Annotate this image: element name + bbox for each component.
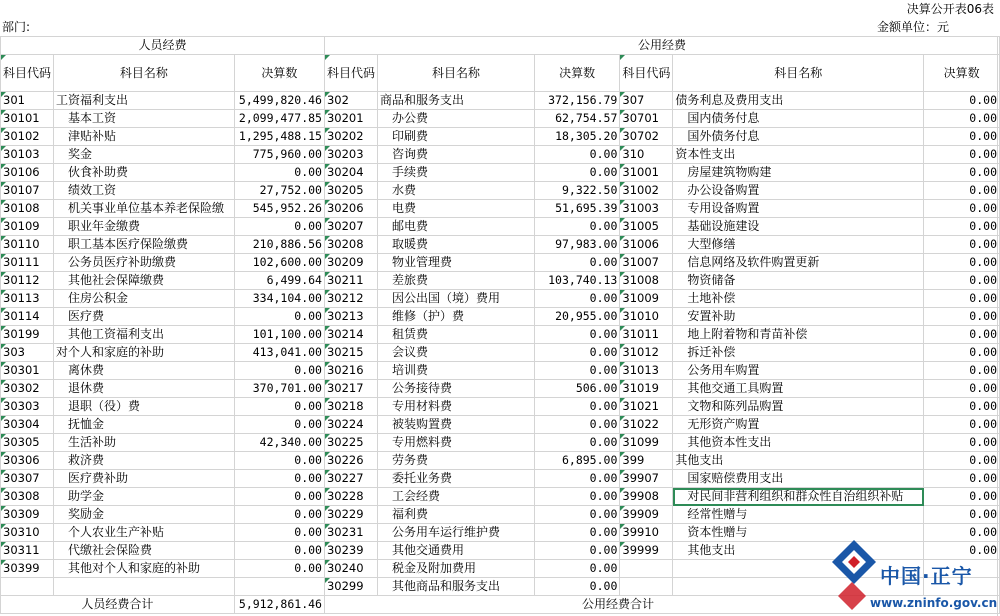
cell-code[interactable]: 30106 bbox=[1, 164, 54, 182]
cell-amount[interactable]: 0.00 bbox=[534, 146, 619, 164]
cell-name[interactable]: 拆迁补偿 bbox=[673, 344, 924, 362]
public-total-label[interactable]: 公用经费合计 bbox=[324, 596, 999, 614]
cell-amount[interactable]: 0.00 bbox=[534, 542, 619, 560]
cell-name[interactable]: 津贴补贴 bbox=[54, 128, 235, 146]
cell-name[interactable]: 国家赔偿费用支出 bbox=[673, 470, 924, 488]
cell-amount[interactable]: 62,754.57 bbox=[534, 110, 619, 128]
cell-code[interactable]: 307 bbox=[620, 92, 673, 110]
cell-code[interactable]: 30304 bbox=[1, 416, 54, 434]
cell-code[interactable]: 31009 bbox=[620, 290, 673, 308]
cell-amount[interactable]: 102,600.00 bbox=[234, 254, 324, 272]
cell-code[interactable]: 31001 bbox=[620, 164, 673, 182]
cell-name[interactable]: 抚恤金 bbox=[54, 416, 235, 434]
cell-name[interactable]: 取暖费 bbox=[378, 236, 535, 254]
cell-amount[interactable]: 0.00 bbox=[534, 488, 619, 506]
cell-amount[interactable]: 0.00 bbox=[924, 272, 1000, 290]
table-row bbox=[1, 254, 1000, 272]
cell-amount[interactable]: 0.00 bbox=[924, 362, 1000, 380]
cell-code[interactable] bbox=[1, 578, 54, 596]
cell-code[interactable]: 30218 bbox=[324, 398, 377, 416]
cell-amount[interactable]: 0.00 bbox=[234, 164, 324, 182]
group-header-row bbox=[1, 37, 1000, 55]
cell-code[interactable]: 30216 bbox=[324, 362, 377, 380]
cell-amount[interactable]: 0.00 bbox=[924, 128, 1000, 146]
cell-amount[interactable]: 0.00 bbox=[234, 362, 324, 380]
cell-code[interactable]: 31005 bbox=[620, 218, 673, 236]
group-public[interactable]: 公用经费 bbox=[324, 37, 999, 55]
cell-code[interactable]: 30213 bbox=[324, 308, 377, 326]
cell-code[interactable]: 30211 bbox=[324, 272, 377, 290]
cell-name[interactable]: 专用设备购置 bbox=[673, 200, 924, 218]
cell-amount[interactable]: 2,099,477.85 bbox=[234, 110, 324, 128]
cell-code[interactable]: 302 bbox=[324, 92, 377, 110]
cell-name[interactable]: 商品和服务支出 bbox=[378, 92, 535, 110]
cell-amount[interactable]: 0.00 bbox=[534, 398, 619, 416]
cell-name[interactable]: 办公设备购置 bbox=[673, 182, 924, 200]
cell-code[interactable]: 31022 bbox=[620, 416, 673, 434]
cell-amount[interactable]: 775,960.00 bbox=[234, 146, 324, 164]
cell-amount[interactable]: 0.00 bbox=[234, 560, 324, 578]
cell-code[interactable]: 30701 bbox=[620, 110, 673, 128]
cell-name[interactable]: 信息网络及软件购置更新 bbox=[673, 254, 924, 272]
cell-amount[interactable]: 0.00 bbox=[924, 290, 1000, 308]
watermark-url: www.zninfo.gov.cn bbox=[870, 596, 998, 610]
cell-code[interactable]: 30225 bbox=[324, 434, 377, 452]
cell-name[interactable]: 代缴社会保险费 bbox=[54, 542, 235, 560]
cell-amount[interactable]: 6,895.00 bbox=[534, 452, 619, 470]
cell-code[interactable]: 30107 bbox=[1, 182, 54, 200]
cell-amount[interactable]: 0.00 bbox=[924, 200, 1000, 218]
cell-name[interactable]: 退职（役）费 bbox=[54, 398, 235, 416]
cell-name[interactable]: 其他交通费用 bbox=[378, 542, 535, 560]
cell-code[interactable]: 31006 bbox=[620, 236, 673, 254]
cell-name[interactable]: 手续费 bbox=[378, 164, 535, 182]
cell-name[interactable]: 培训费 bbox=[378, 362, 535, 380]
cell-name[interactable]: 地上附着物和青苗补偿 bbox=[673, 326, 924, 344]
cell-amount[interactable]: 0.00 bbox=[534, 506, 619, 524]
cell-name[interactable]: 对民间非营利组织和群众性自治组织补贴 bbox=[673, 488, 924, 506]
col-name-1[interactable]: 科目名称 bbox=[54, 55, 235, 92]
cell-name[interactable]: 机关事业单位基本养老保险缴 bbox=[54, 200, 235, 218]
cell-amount[interactable]: 0.00 bbox=[234, 470, 324, 488]
cell-name[interactable]: 医疗费补助 bbox=[54, 470, 235, 488]
table-row bbox=[1, 164, 1000, 182]
cell-code[interactable]: 30203 bbox=[324, 146, 377, 164]
cell-name[interactable]: 水费 bbox=[378, 182, 535, 200]
cell-amount[interactable]: 0.00 bbox=[924, 308, 1000, 326]
cell-code[interactable]: 30108 bbox=[1, 200, 54, 218]
col-name-2[interactable]: 科目名称 bbox=[378, 55, 535, 92]
grid-edge bbox=[997, 36, 998, 616]
cell-name[interactable]: 文物和陈列品购置 bbox=[673, 398, 924, 416]
table-row bbox=[1, 110, 1000, 128]
department-label: 部门: bbox=[2, 20, 31, 34]
cell-code[interactable]: 303 bbox=[1, 344, 54, 362]
cell-name[interactable]: 国内债务付息 bbox=[673, 110, 924, 128]
table-row bbox=[1, 308, 1000, 326]
cell-code[interactable]: 30199 bbox=[1, 326, 54, 344]
cell-amount[interactable]: 334,104.00 bbox=[234, 290, 324, 308]
cell-name[interactable]: 奖励金 bbox=[54, 506, 235, 524]
cell-code[interactable]: 30308 bbox=[1, 488, 54, 506]
cell-name[interactable]: 会议费 bbox=[378, 344, 535, 362]
cell-code[interactable]: 30113 bbox=[1, 290, 54, 308]
table-number: 决算公开表06表 bbox=[906, 2, 994, 16]
cell-code[interactable]: 30227 bbox=[324, 470, 377, 488]
cell-name[interactable]: 公务员医疗补助缴费 bbox=[54, 254, 235, 272]
cell-amount[interactable]: 0.00 bbox=[534, 164, 619, 182]
cell-name[interactable]: 公务用车运行维护费 bbox=[378, 524, 535, 542]
cell-name[interactable]: 咨询费 bbox=[378, 146, 535, 164]
cell-amount[interactable]: 97,983.00 bbox=[534, 236, 619, 254]
cell-code[interactable]: 39999 bbox=[620, 542, 673, 560]
cell-code[interactable]: 31012 bbox=[620, 344, 673, 362]
cell-code[interactable]: 39909 bbox=[620, 506, 673, 524]
cell-code[interactable]: 30306 bbox=[1, 452, 54, 470]
cell-name[interactable]: 资本性支出 bbox=[673, 146, 924, 164]
table-row bbox=[1, 488, 1000, 506]
cell-name[interactable]: 福利费 bbox=[378, 506, 535, 524]
cell-amount[interactable]: 0.00 bbox=[924, 182, 1000, 200]
cell-name[interactable]: 伙食补助费 bbox=[54, 164, 235, 182]
personnel-total-amount[interactable]: 5,912,861.46 bbox=[234, 596, 324, 614]
column-header-row bbox=[1, 55, 1000, 92]
cell-code[interactable]: 31007 bbox=[620, 254, 673, 272]
cell-amount[interactable]: 0.00 bbox=[924, 146, 1000, 164]
cell-amount[interactable]: 0.00 bbox=[924, 218, 1000, 236]
cell-code[interactable]: 39908 bbox=[620, 488, 673, 506]
cell-name[interactable]: 公务接待费 bbox=[378, 380, 535, 398]
cell-code[interactable]: 30102 bbox=[1, 128, 54, 146]
col-code-2[interactable]: 科目代码 bbox=[324, 55, 377, 92]
cell-code[interactable]: 30305 bbox=[1, 434, 54, 452]
cell-amount[interactable]: 0.00 bbox=[924, 398, 1000, 416]
cell-amount[interactable]: 0.00 bbox=[234, 416, 324, 434]
cell-name[interactable]: 物资储备 bbox=[673, 272, 924, 290]
cell-name[interactable]: 基本工资 bbox=[54, 110, 235, 128]
cell-code[interactable]: 30101 bbox=[1, 110, 54, 128]
table-row bbox=[1, 398, 1000, 416]
table-row bbox=[1, 200, 1000, 218]
cell-code[interactable]: 301 bbox=[1, 92, 54, 110]
cell-name[interactable]: 其他交通工具购置 bbox=[673, 380, 924, 398]
cell-code[interactable]: 30215 bbox=[324, 344, 377, 362]
cell-code[interactable]: 30311 bbox=[1, 542, 54, 560]
cell-code[interactable]: 30112 bbox=[1, 272, 54, 290]
cell-amount[interactable]: 0.00 bbox=[534, 290, 619, 308]
cell-code[interactable] bbox=[620, 578, 673, 596]
cell-name[interactable]: 工会经费 bbox=[378, 488, 535, 506]
cell-amount[interactable]: 0.00 bbox=[924, 506, 1000, 524]
cell-code[interactable]: 30202 bbox=[324, 128, 377, 146]
cell-name[interactable]: 住房公积金 bbox=[54, 290, 235, 308]
cell-code[interactable]: 30217 bbox=[324, 380, 377, 398]
cell-code[interactable]: 30109 bbox=[1, 218, 54, 236]
cell-amount[interactable]: 101,100.00 bbox=[234, 326, 324, 344]
cell-code[interactable]: 30226 bbox=[324, 452, 377, 470]
cell-name[interactable]: 租赁费 bbox=[378, 326, 535, 344]
cell-code[interactable]: 30212 bbox=[324, 290, 377, 308]
cell-amount[interactable]: 9,322.50 bbox=[534, 182, 619, 200]
cell-name[interactable]: 经常性赠与 bbox=[673, 506, 924, 524]
cell-amount[interactable]: 0.00 bbox=[534, 578, 619, 596]
table-row bbox=[1, 236, 1000, 254]
cell-name[interactable]: 大型修缮 bbox=[673, 236, 924, 254]
col-amount-3[interactable]: 决算数 bbox=[924, 55, 1000, 92]
cell-amount[interactable]: 0.00 bbox=[924, 110, 1000, 128]
cell-code[interactable]: 30309 bbox=[1, 506, 54, 524]
cell-code[interactable]: 30299 bbox=[324, 578, 377, 596]
cell-name[interactable]: 其他支出 bbox=[673, 452, 924, 470]
cell-amount[interactable]: 506.00 bbox=[534, 380, 619, 398]
cell-name[interactable]: 个人农业生产补贴 bbox=[54, 524, 235, 542]
table-row bbox=[1, 416, 1000, 434]
cell-name[interactable]: 其他资本性支出 bbox=[673, 434, 924, 452]
cell-name[interactable]: 基础设施建设 bbox=[673, 218, 924, 236]
cell-amount[interactable]: 0.00 bbox=[234, 398, 324, 416]
cell-name[interactable]: 公务用车购置 bbox=[673, 362, 924, 380]
cell-name[interactable]: 土地补偿 bbox=[673, 290, 924, 308]
cell-name[interactable]: 专用材料费 bbox=[378, 398, 535, 416]
cell-amount[interactable]: 0.00 bbox=[924, 524, 1000, 542]
cell-name[interactable]: 生活补助 bbox=[54, 434, 235, 452]
cell-amount[interactable]: 18,305.20 bbox=[534, 128, 619, 146]
col-name-3[interactable]: 科目名称 bbox=[673, 55, 924, 92]
cell-amount[interactable]: 0.00 bbox=[924, 434, 1000, 452]
cell-code[interactable]: 30702 bbox=[620, 128, 673, 146]
cell-amount[interactable]: 0.00 bbox=[534, 524, 619, 542]
cell-amount[interactable]: 0.00 bbox=[534, 344, 619, 362]
cell-name[interactable]: 债务利息及费用支出 bbox=[673, 92, 924, 110]
cell-code[interactable]: 30204 bbox=[324, 164, 377, 182]
cell-amount[interactable]: 0.00 bbox=[534, 416, 619, 434]
cell-amount[interactable]: 0.00 bbox=[234, 452, 324, 470]
col-amount-2[interactable]: 决算数 bbox=[534, 55, 619, 92]
cell-code[interactable]: 30224 bbox=[324, 416, 377, 434]
cell-amount[interactable]: 545,952.26 bbox=[234, 200, 324, 218]
table-row bbox=[1, 344, 1000, 362]
cell-code[interactable]: 30110 bbox=[1, 236, 54, 254]
group-personnel[interactable]: 人员经费 bbox=[1, 37, 325, 55]
cell-name[interactable]: 国外债务付息 bbox=[673, 128, 924, 146]
cell-name[interactable]: 邮电费 bbox=[378, 218, 535, 236]
cell-amount[interactable]: 372,156.79 bbox=[534, 92, 619, 110]
cell-name[interactable]: 其他工资福利支出 bbox=[54, 326, 235, 344]
cell-amount[interactable]: 0.00 bbox=[234, 506, 324, 524]
cell-code[interactable]: 30302 bbox=[1, 380, 54, 398]
cell-name[interactable]: 助学金 bbox=[54, 488, 235, 506]
col-code-3[interactable]: 科目代码 bbox=[620, 55, 673, 92]
cell-code[interactable]: 31003 bbox=[620, 200, 673, 218]
cell-amount[interactable]: 6,499.64 bbox=[234, 272, 324, 290]
cell-amount[interactable]: 0.00 bbox=[234, 218, 324, 236]
cell-name[interactable]: 职工基本医疗保险缴费 bbox=[54, 236, 235, 254]
cell-amount[interactable]: 51,695.39 bbox=[534, 200, 619, 218]
cell-amount[interactable]: 20,955.00 bbox=[534, 308, 619, 326]
cell-name[interactable]: 对个人和家庭的补助 bbox=[54, 344, 235, 362]
cell-amount[interactable]: 0.00 bbox=[924, 344, 1000, 362]
cell-name[interactable]: 职业年金缴费 bbox=[54, 218, 235, 236]
cell-code[interactable]: 30301 bbox=[1, 362, 54, 380]
table-row bbox=[1, 290, 1000, 308]
cell-code[interactable]: 31013 bbox=[620, 362, 673, 380]
cell-amount[interactable]: 0.00 bbox=[924, 254, 1000, 272]
cell-amount[interactable]: 0.00 bbox=[234, 308, 324, 326]
cell-amount[interactable]: 0.00 bbox=[534, 218, 619, 236]
cell-code[interactable]: 30229 bbox=[324, 506, 377, 524]
cell-amount[interactable]: 0.00 bbox=[534, 326, 619, 344]
col-amount-1[interactable]: 决算数 bbox=[234, 55, 324, 92]
table-row bbox=[1, 92, 1000, 110]
cell-amount[interactable]: 0.00 bbox=[924, 542, 1000, 560]
cell-name[interactable]: 被装购置费 bbox=[378, 416, 535, 434]
cell-name[interactable]: 奖金 bbox=[54, 146, 235, 164]
table-row bbox=[1, 272, 1000, 290]
cell-amount[interactable]: 370,701.00 bbox=[234, 380, 324, 398]
cell-name[interactable]: 其他对个人和家庭的补助 bbox=[54, 560, 235, 578]
cell-amount[interactable]: 210,886.56 bbox=[234, 236, 324, 254]
cell-code[interactable]: 399 bbox=[620, 452, 673, 470]
cell-code[interactable]: 31019 bbox=[620, 380, 673, 398]
table-row bbox=[1, 380, 1000, 398]
cell-code[interactable]: 30231 bbox=[324, 524, 377, 542]
cell-code[interactable]: 30206 bbox=[324, 200, 377, 218]
cell-amount[interactable]: 0.00 bbox=[234, 488, 324, 506]
cell-name[interactable]: 其他社会保障缴费 bbox=[54, 272, 235, 290]
cell-code[interactable]: 30307 bbox=[1, 470, 54, 488]
table-row bbox=[1, 218, 1000, 236]
cell-code[interactable]: 30208 bbox=[324, 236, 377, 254]
cell-code[interactable]: 31002 bbox=[620, 182, 673, 200]
cell-amount[interactable]: 0.00 bbox=[924, 326, 1000, 344]
cell-name[interactable]: 安置补助 bbox=[673, 308, 924, 326]
cell-code[interactable]: 30209 bbox=[324, 254, 377, 272]
cell-name[interactable]: 因公出国（境）费用 bbox=[378, 290, 535, 308]
cell-amount[interactable]: 103,740.13 bbox=[534, 272, 619, 290]
cell-name[interactable]: 办公费 bbox=[378, 110, 535, 128]
cell-amount[interactable]: 0.00 bbox=[234, 524, 324, 542]
cell-name[interactable]: 其他支出 bbox=[673, 542, 924, 560]
cell-code[interactable]: 310 bbox=[620, 146, 673, 164]
cell-code[interactable]: 30399 bbox=[1, 560, 54, 578]
cell-name[interactable]: 房屋建筑物购建 bbox=[673, 164, 924, 182]
cell-name[interactable]: 工资福利支出 bbox=[54, 92, 235, 110]
cell-name[interactable] bbox=[54, 578, 235, 596]
table-row bbox=[1, 128, 1000, 146]
cell-code[interactable]: 31008 bbox=[620, 272, 673, 290]
cell-name[interactable]: 物业管理费 bbox=[378, 254, 535, 272]
cell-name[interactable]: 资本性赠与 bbox=[673, 524, 924, 542]
cell-name[interactable]: 委托业务费 bbox=[378, 470, 535, 488]
cell-name[interactable]: 差旅费 bbox=[378, 272, 535, 290]
cell-name[interactable]: 专用燃料费 bbox=[378, 434, 535, 452]
table-row bbox=[1, 146, 1000, 164]
cell-name[interactable]: 印刷费 bbox=[378, 128, 535, 146]
cell-name[interactable]: 退休费 bbox=[54, 380, 235, 398]
cell-amount[interactable]: 0.00 bbox=[924, 380, 1000, 398]
cell-amount[interactable]: 0.00 bbox=[924, 488, 1000, 506]
cell-name[interactable]: 税金及附加费用 bbox=[378, 560, 535, 578]
cell-amount[interactable]: 27,752.00 bbox=[234, 182, 324, 200]
table-row bbox=[1, 362, 1000, 380]
personnel-total-label[interactable]: 人员经费合计 bbox=[1, 596, 235, 614]
cell-code[interactable]: 30239 bbox=[324, 542, 377, 560]
cell-code[interactable]: 30207 bbox=[324, 218, 377, 236]
cell-amount[interactable]: 0.00 bbox=[924, 470, 1000, 488]
cell-code[interactable]: 30310 bbox=[1, 524, 54, 542]
cell-code[interactable]: 30114 bbox=[1, 308, 54, 326]
cell-amount[interactable]: 0.00 bbox=[924, 416, 1000, 434]
cell-code[interactable]: 39910 bbox=[620, 524, 673, 542]
cell-code[interactable]: 31010 bbox=[620, 308, 673, 326]
col-code-1[interactable]: 科目代码 bbox=[1, 55, 54, 92]
cell-code[interactable]: 31099 bbox=[620, 434, 673, 452]
cell-amount[interactable]: 0.00 bbox=[534, 470, 619, 488]
table-row bbox=[1, 506, 1000, 524]
cell-code[interactable]: 39907 bbox=[620, 470, 673, 488]
cell-name[interactable]: 救济费 bbox=[54, 452, 235, 470]
table-row bbox=[1, 470, 1000, 488]
cell-amount[interactable]: 0.00 bbox=[534, 434, 619, 452]
cell-name[interactable]: 离休费 bbox=[54, 362, 235, 380]
cell-name[interactable]: 无形资产购置 bbox=[673, 416, 924, 434]
amount-unit: 金额单位：元 bbox=[877, 20, 950, 34]
cell-name[interactable]: 绩效工资 bbox=[54, 182, 235, 200]
cell-amount[interactable]: 5,499,820.46 bbox=[234, 92, 324, 110]
cell-name[interactable]: 劳务费 bbox=[378, 452, 535, 470]
cell-amount[interactable]: 0.00 bbox=[924, 92, 1000, 110]
cell-amount[interactable]: 0.00 bbox=[924, 164, 1000, 182]
cell-amount[interactable]: 0.00 bbox=[924, 452, 1000, 470]
cell-code[interactable]: 30240 bbox=[324, 560, 377, 578]
cell-amount[interactable]: 0.00 bbox=[924, 236, 1000, 254]
cell-code[interactable]: 30201 bbox=[324, 110, 377, 128]
cell-amount[interactable]: 0.00 bbox=[534, 560, 619, 578]
cell-amount[interactable]: 42,340.00 bbox=[234, 434, 324, 452]
cell-code[interactable] bbox=[620, 560, 673, 578]
cell-amount[interactable]: 0.00 bbox=[534, 254, 619, 272]
cell-name[interactable]: 医疗费 bbox=[54, 308, 235, 326]
final-accounts-table bbox=[0, 36, 1000, 614]
cell-name[interactable]: 其他商品和服务支出 bbox=[378, 578, 535, 596]
cell-amount[interactable]: 413,041.00 bbox=[234, 344, 324, 362]
cell-code[interactable]: 30111 bbox=[1, 254, 54, 272]
cell-name[interactable]: 维修（护）费 bbox=[378, 308, 535, 326]
cell-name[interactable]: 电费 bbox=[378, 200, 535, 218]
cell-code[interactable]: 31011 bbox=[620, 326, 673, 344]
cell-code[interactable]: 30303 bbox=[1, 398, 54, 416]
cell-amount[interactable] bbox=[234, 578, 324, 596]
table-row bbox=[1, 434, 1000, 452]
cell-amount[interactable]: 0.00 bbox=[534, 362, 619, 380]
table-row bbox=[1, 182, 1000, 200]
cell-code[interactable]: 31021 bbox=[620, 398, 673, 416]
cell-code[interactable]: 30205 bbox=[324, 182, 377, 200]
table-row bbox=[1, 326, 1000, 344]
cell-code[interactable]: 30103 bbox=[1, 146, 54, 164]
cell-code[interactable]: 30214 bbox=[324, 326, 377, 344]
watermark-brand: 中国·正宁 bbox=[880, 564, 973, 588]
table-row bbox=[1, 452, 1000, 470]
cell-code[interactable]: 30228 bbox=[324, 488, 377, 506]
cell-amount[interactable]: 0.00 bbox=[234, 542, 324, 560]
cell-amount[interactable]: 1,295,488.15 bbox=[234, 128, 324, 146]
